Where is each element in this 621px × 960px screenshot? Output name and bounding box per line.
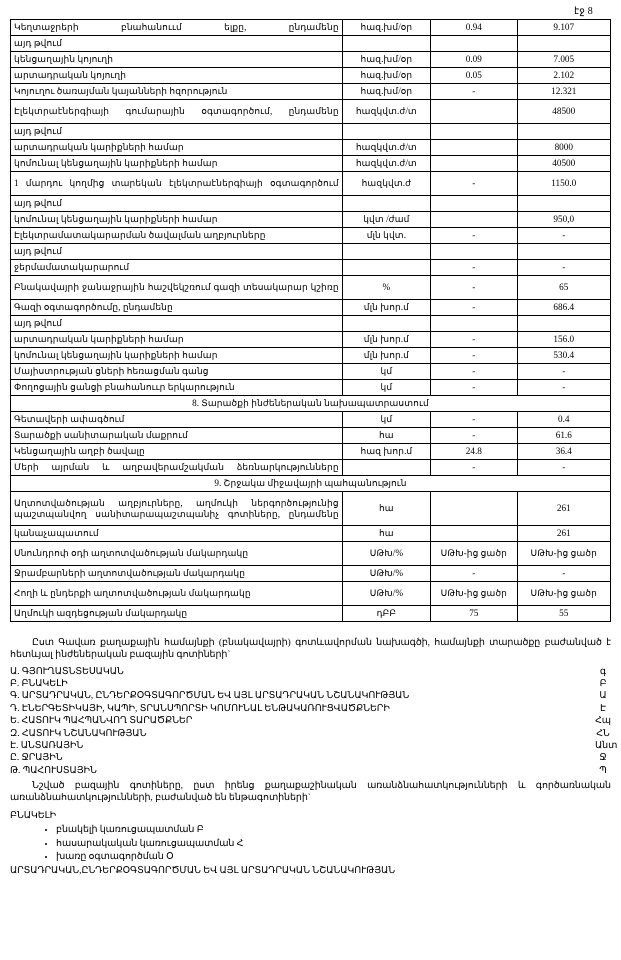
row-value-2: 7.005 <box>517 52 610 68</box>
row-value-1: - <box>431 460 517 476</box>
table-row <box>11 244 611 260</box>
row-unit: հազկվտ.ժ <box>342 172 430 196</box>
table-row <box>11 542 611 566</box>
table-row <box>11 428 611 444</box>
table-row <box>11 172 611 196</box>
row-label: արտադրական կոյուղի <box>11 68 343 84</box>
row-value-2: ՍԹԽ-ից ցածր <box>517 542 610 566</box>
table-row <box>11 52 611 68</box>
table-row <box>11 606 611 622</box>
row-label: Գազի օգտագործումը, ընդամենը <box>11 300 343 316</box>
row-label: կանաչապատում <box>11 526 343 542</box>
row-value-1: - <box>431 228 517 244</box>
row-label: Մերի այրման և աղբավերամշակման ձեռնարկությունները <box>11 460 343 476</box>
row-value-2: 950,0 <box>517 212 610 228</box>
row-unit: կվտ /ժամ <box>342 212 430 228</box>
row-unit: հազ.խմ/օր <box>342 52 430 68</box>
row-value-1 <box>431 212 517 228</box>
row-label: Բնակավայրի ջանաջրային հաշվեկշռում գազի տեսակարար կշիռը <box>11 276 343 300</box>
row-unit: դԲԲ <box>342 606 430 622</box>
row-value-1 <box>431 526 517 542</box>
row-unit: հազ խոր.մ <box>342 444 430 460</box>
table-row <box>11 156 611 172</box>
legend-code: Հպ <box>595 716 611 727</box>
row-value-1: - <box>431 300 517 316</box>
row-value-1: - <box>431 566 517 582</box>
row-value-1: ՍԹԽ-ից ցածր <box>431 582 517 606</box>
legend-item <box>10 703 611 715</box>
row-value-2: 156.0 <box>517 332 610 348</box>
row-value-2: 686.4 <box>517 300 610 316</box>
row-value-2: 40500 <box>517 156 610 172</box>
row-unit: հազ.խմ/օր <box>342 84 430 100</box>
subsection-heading-2: ԱՐՏԱԴՐԱԿԱՆ,ԸՆԴԵՐՔՕԳՏԱԳՈՐԾՄԱՆ ԵՎ ԱՅԼ ԱՐՏԱԴՐԱԿԱՆ ՆՇԱՆԱԿՈՒԹՅԱՆ <box>10 866 396 877</box>
row-value-1: - <box>431 364 517 380</box>
section-header-9 <box>11 476 611 492</box>
row-unit: հա <box>342 428 430 444</box>
row-value-1: - <box>431 84 517 100</box>
row-value-2: 530.4 <box>517 348 610 364</box>
row-unit <box>342 260 430 276</box>
row-value-1: - <box>431 428 517 444</box>
legend-label: Գ. ԱՐՏԱԴՐԱԿԱՆ, ԸՆԴԵՐՔՕԳՏԱԳՈՐԾՄԱՆ ԵՎ ԱՅԼ ԱՐՏԱԴՐԱԿԱՆ ՆՇԱՆԱԿՈՒԹՅԱՆ <box>10 691 410 702</box>
row-value-2: 65 <box>517 276 610 300</box>
paragraph-1: Ըստ Գավառ քաղաքային համայնքի (բնակավայրի) գոտևավորման նախագծի, համայնքի տարածքը բաժանված է հետևյալ ինժեներական բազային գոտիների` <box>10 638 611 660</box>
table-row <box>11 526 611 542</box>
row-label: ջերմամատակարարում <box>11 260 343 276</box>
row-unit: ՍԹԽ/% <box>342 566 430 582</box>
row-label: արտադրական կարիքների համար <box>11 140 343 156</box>
table-body <box>11 20 611 622</box>
row-unit: ՍԹԽ/% <box>342 582 430 606</box>
table-row <box>11 460 611 476</box>
row-unit: մլն խոր.մ <box>342 332 430 348</box>
section-header-8 <box>11 396 611 412</box>
row-value-2: 1150.0 <box>517 172 610 196</box>
table-row <box>11 332 611 348</box>
body-text-block <box>10 638 618 878</box>
indicators-table <box>10 19 611 622</box>
row-value-2: - <box>517 228 610 244</box>
row-label: այդ թվում <box>11 244 343 260</box>
row-unit: կմ <box>342 412 430 428</box>
row-value-1: 75 <box>431 606 517 622</box>
row-unit: մլն խոր.մ <box>342 348 430 364</box>
row-value-2: 261 <box>517 492 610 526</box>
legend-item <box>10 728 611 740</box>
row-unit: հազ.խմ/օր <box>342 20 430 36</box>
row-value-1: 0.09 <box>431 52 517 68</box>
row-value-1: - <box>431 412 517 428</box>
row-value-1: - <box>431 260 517 276</box>
legend-code: Է <box>599 703 606 714</box>
table-row <box>11 492 611 526</box>
row-unit: ՍԹԽ/% <box>342 542 430 566</box>
row-label: 1 մարդու կողմից տարեկան էլեկտրաէներգիայի օգտագործում <box>11 172 343 196</box>
table-row <box>11 364 611 380</box>
legend-code: ՀՆ <box>596 728 610 739</box>
table-row <box>11 348 611 364</box>
row-label: Աղմուկի ազդեցության մակարդակը <box>11 606 343 622</box>
row-label: Էլեկտրաէներգիայի գումարային օգտագործում, ընդամենը <box>11 100 343 124</box>
legend-code: գ <box>599 666 607 677</box>
row-value-1 <box>431 100 517 124</box>
table-row <box>11 276 611 300</box>
table-row <box>11 36 611 52</box>
row-label: այդ թվում <box>11 316 343 332</box>
row-value-2: 0.4 <box>517 412 610 428</box>
row-label: կոմունալ կենցաղային կարիքների համար <box>11 156 343 172</box>
subsection-heading: ԲՆԱԿԵԼԻ <box>10 810 57 821</box>
table-row <box>11 300 611 316</box>
table-row <box>11 566 611 582</box>
legend-label: Դ. ԷՆԵՐԳԵՏԻԿԱՅԻ, ԿԱՊԻ, ՏՐԱՆՍՊՈՐՏԻ ԿՈՄՈՒՆԱԼ ԵՆԹԱԿԱՌՈՒՑՎԱԾՔՆԵՐԻ <box>10 703 390 714</box>
legend-item <box>10 715 611 727</box>
row-unit <box>342 244 430 260</box>
row-value-2: 8000 <box>517 140 610 156</box>
row-value-2: 12.321 <box>517 84 610 100</box>
row-label: այդ թվում <box>11 124 343 140</box>
row-value-1: ՍԹԽ-ից ցածր <box>431 542 517 566</box>
row-unit <box>342 196 430 212</box>
legend-code: Անտ <box>595 740 618 751</box>
row-value-2: 9.107 <box>517 20 610 36</box>
row-value-1: - <box>431 332 517 348</box>
table-row <box>11 582 611 606</box>
row-label: Կենցաղային աղբի ծավալը <box>11 444 343 460</box>
row-value-1 <box>431 36 517 52</box>
row-label: կոմունալ կենցաղային կարիքների համար <box>11 212 343 228</box>
row-value-1: - <box>431 348 517 364</box>
row-unit: հազ.խմ/օր <box>342 68 430 84</box>
row-value-1 <box>431 156 517 172</box>
row-label: կոմունալ կենցաղային կարիքների համար <box>11 348 343 364</box>
table-row <box>11 212 611 228</box>
row-value-2: - <box>517 364 610 380</box>
legend-item <box>10 752 611 764</box>
row-value-1 <box>431 140 517 156</box>
table-row <box>11 260 611 276</box>
row-value-1: - <box>431 380 517 396</box>
row-value-1 <box>431 124 517 140</box>
table-row <box>11 124 611 140</box>
legend-label: Թ. ՊԱՀՈՒՍՏԱՅԻՆ <box>10 765 97 776</box>
row-label: Գետավերի ափագծում <box>11 412 343 428</box>
table-row <box>11 68 611 84</box>
row-label: Տարածքի սանիտարական մաքրում <box>11 428 343 444</box>
row-unit: հա <box>342 526 430 542</box>
legend-label: Ա. ԳՅՈՒՂԱՏՆՏԵՍԱԿԱՆ <box>10 666 124 677</box>
row-unit: հազկվտ.ժ/տ <box>342 100 430 124</box>
row-label: կենցաղային կոյուղի <box>11 52 343 68</box>
legend-label: Ը. ՋՐԱՅԻՆ <box>10 753 63 764</box>
legend-code: Պ <box>599 765 607 776</box>
list-item: • խառը օգտագործման Օ <box>56 851 611 864</box>
row-unit <box>342 124 430 140</box>
row-label: արտադրական կարիքների համար <box>11 332 343 348</box>
row-unit: հազկվտ.ժ/տ <box>342 140 430 156</box>
legend-label: Ե. ՀԱՏՈՒԿ ՊԱՀՊԱՆՎՈՂ ՏԱՐԱԾՔՆԵՐ <box>10 716 193 727</box>
table-row <box>11 380 611 396</box>
legend-code: Ա <box>599 691 607 702</box>
section-title: 9. Շրջակա միջավայրի պահպանություն <box>11 476 611 492</box>
table-row <box>11 140 611 156</box>
page-number: էջ 8 <box>573 6 593 17</box>
row-value-2 <box>517 316 610 332</box>
row-value-1: 0.05 <box>431 68 517 84</box>
legend-item <box>10 666 611 678</box>
row-value-2 <box>517 196 610 212</box>
row-value-1 <box>431 196 517 212</box>
row-unit <box>342 316 430 332</box>
legend-item <box>10 740 618 752</box>
row-label: Էլեկտրամատակարարման ծավալման աղբյուրները <box>11 228 343 244</box>
row-value-2: - <box>517 566 610 582</box>
paragraph-2: Նշված բազային գոտիները, ըստ իրենց քաղաքաշինական առանձնահատկությունների և գործառնական առանձնահատկությունների, բաժանված են ենթագոտիների` <box>10 781 611 803</box>
row-value-1: 24.8 <box>431 444 517 460</box>
row-value-2: 261 <box>517 526 610 542</box>
table-row <box>11 316 611 332</box>
row-unit <box>342 36 430 52</box>
row-unit: մլն կվտ. <box>342 228 430 244</box>
row-value-1: - <box>431 276 517 300</box>
row-label: Մայիստրության ցների հեռացման գանց <box>11 364 343 380</box>
row-label: այդ թվում <box>11 36 343 52</box>
bullet-list <box>10 824 611 864</box>
row-label: այդ թվում <box>11 196 343 212</box>
row-unit: կմ <box>342 380 430 396</box>
row-value-2: 36.4 <box>517 444 610 460</box>
row-value-1 <box>431 492 517 526</box>
table-row <box>11 20 611 36</box>
row-value-2: 55 <box>517 606 610 622</box>
row-label: Ջրամբարների աղտոտվածության մակարդակը <box>11 566 343 582</box>
row-value-2: ՍԹԽ-ից ցածր <box>517 582 610 606</box>
row-value-2: 61.6 <box>517 428 610 444</box>
row-value-2 <box>517 124 610 140</box>
legend-label: Բ. ԲՆԱԿԵԼԻ <box>10 678 68 689</box>
list-item: • բնակելի կառուցապատման Բ <box>56 824 611 837</box>
row-label: Փողոցային ցանցի բնահանոււր երկարություն <box>11 380 343 396</box>
section-title: 8. Տարածքի ինժեներական նախապատրաստում <box>11 396 611 412</box>
legend-code: Բ <box>599 678 607 689</box>
row-value-1: - <box>431 172 517 196</box>
table-row <box>11 100 611 124</box>
row-unit: % <box>342 276 430 300</box>
row-value-2: - <box>517 380 610 396</box>
row-value-2: - <box>517 260 610 276</box>
table-row <box>11 444 611 460</box>
list-item: • հասարակական կառուցապատման Հ <box>56 838 611 851</box>
zone-legend <box>10 666 618 778</box>
row-value-1 <box>431 244 517 260</box>
legend-code: Ջ <box>599 753 607 764</box>
row-unit <box>342 460 430 476</box>
table-row <box>11 84 611 100</box>
legend-item <box>10 690 611 702</box>
legend-item <box>10 678 611 690</box>
legend-label: Զ. ՀԱՏՈՒԿ ՆՇԱՆԱԿՈՒԹՅԱՆ <box>10 728 147 739</box>
row-unit: հա <box>342 492 430 526</box>
row-label: Սնունդրոփ օդի աղտոտվածության մակարդակը <box>11 542 343 566</box>
row-value-1 <box>431 316 517 332</box>
row-value-1: 0.94 <box>431 20 517 36</box>
row-label: Աղտոտվածության աղբյուրները, աղմուկի ներգործությունից պաշտպանվող սանիտարապաշտպանիչ գոտիները, ընդամենը <box>11 492 343 526</box>
row-label: Կոյուղու ծառայման կայանների հզորություն <box>11 84 343 100</box>
table-row <box>11 412 611 428</box>
row-label: Կեղտաջրերի բնահանոււմ ելքը, ընդամենը <box>11 20 343 36</box>
row-value-2 <box>517 36 610 52</box>
legend-item <box>10 765 611 777</box>
table-row <box>11 196 611 212</box>
legend-label: Է. ԱՆՏԱՌԱՅԻՆ <box>10 740 84 751</box>
table-row <box>11 228 611 244</box>
row-value-2: 48500 <box>517 100 610 124</box>
row-unit: հազկվտ.ժ/տ <box>342 156 430 172</box>
row-unit: կմ <box>342 364 430 380</box>
row-value-2: 2.102 <box>517 68 610 84</box>
row-value-2 <box>517 244 610 260</box>
row-value-2: - <box>517 460 610 476</box>
row-unit: մլն խոր.մ <box>342 300 430 316</box>
row-label: Հողի և ընդերքի աղտոտվածության մակարդակը <box>11 582 343 606</box>
